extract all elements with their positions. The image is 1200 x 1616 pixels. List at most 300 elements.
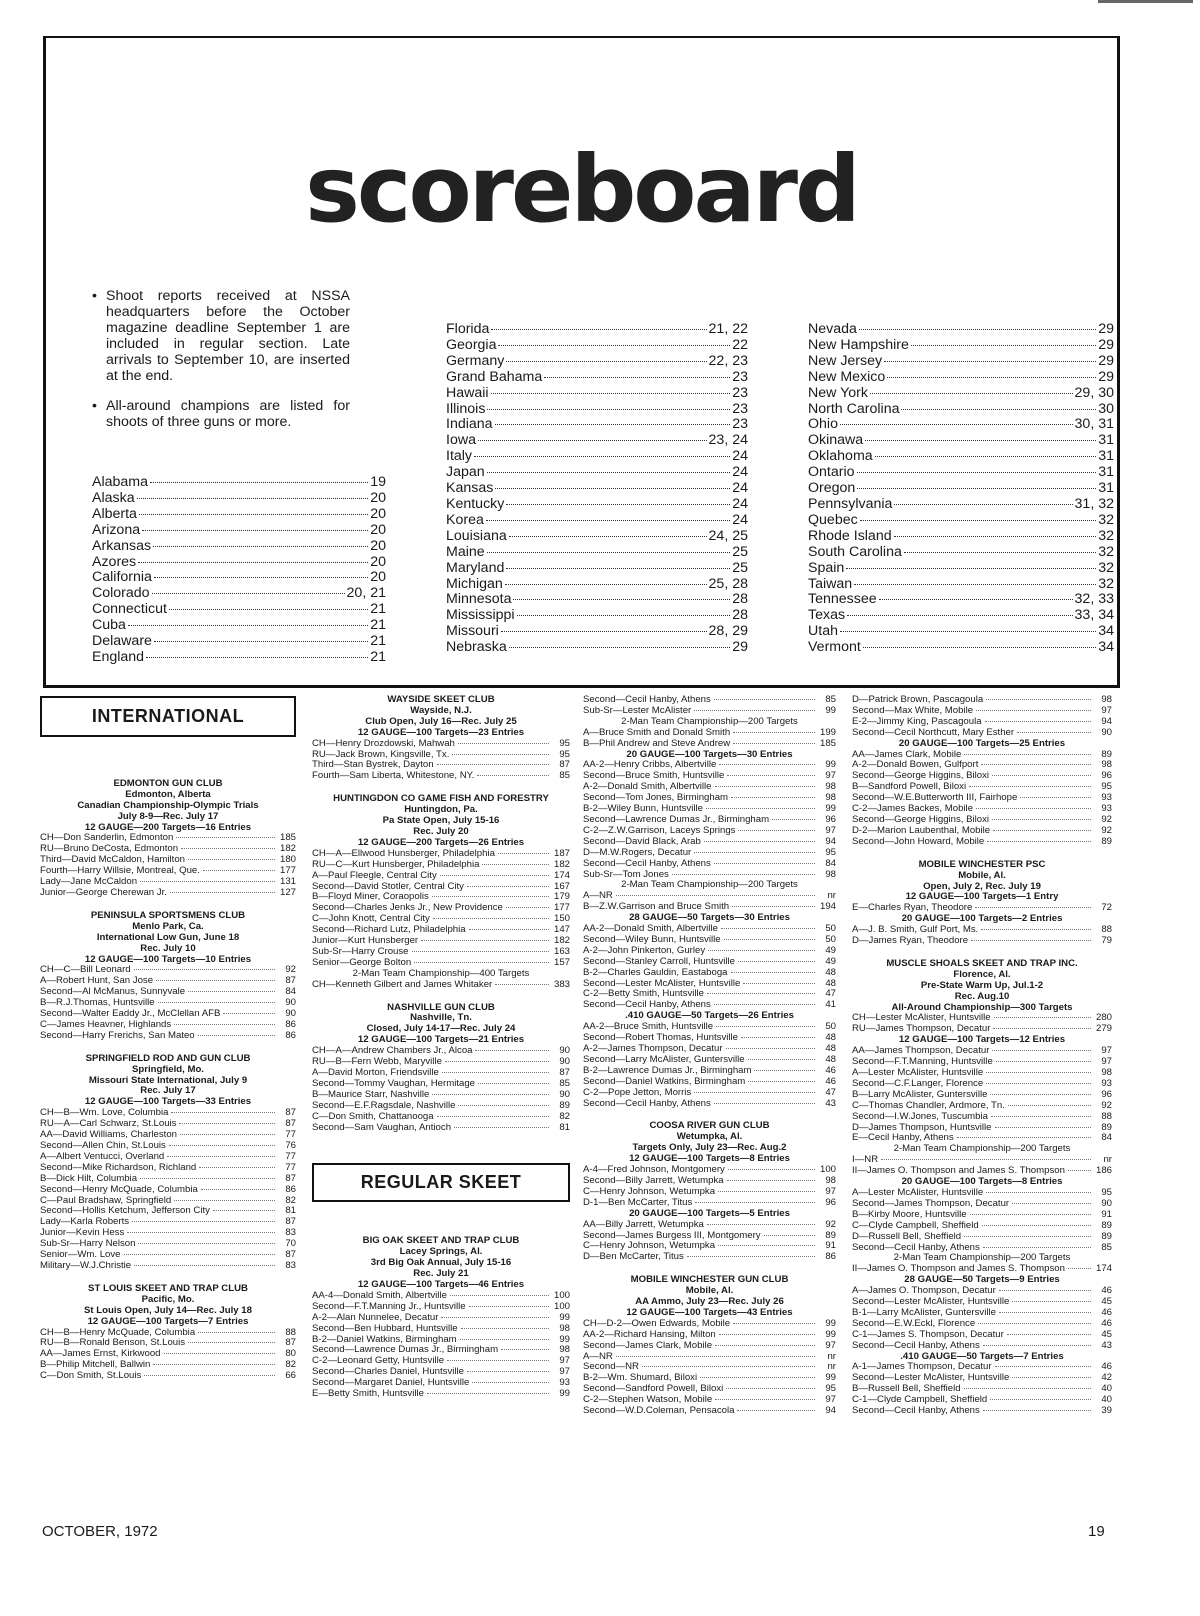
score: 97 (825, 1186, 836, 1197)
club-header-line: Menlo Park, Ca. (132, 920, 204, 932)
score: 100 (553, 1301, 570, 1312)
result-row (312, 1068, 570, 1079)
result-row (583, 946, 836, 957)
club-header-line: 12 GAUGE—100 Targets—10 Entries (84, 953, 252, 965)
index-state-name: Ontario (808, 464, 855, 481)
score: 99 (825, 804, 836, 815)
score: 88 (1101, 925, 1112, 936)
index-state-name: California (92, 569, 152, 586)
index-state-name: Oregon (808, 480, 856, 497)
club-header-line: 12 GAUGE—100 Targets—7 Entries (87, 1315, 249, 1327)
result-row (583, 1231, 836, 1242)
score: 97 (559, 1367, 570, 1378)
index-state-name: North Carolina (808, 400, 900, 417)
shooter-name: II—James O. Thompson and James S. Thompson (852, 1166, 1065, 1177)
result-row (583, 924, 836, 935)
score: 79 (1101, 936, 1112, 947)
index-entry (808, 529, 1114, 545)
score: 41 (825, 1000, 836, 1011)
index-page: 21 (370, 633, 386, 650)
result-row (852, 1308, 1112, 1319)
index-state-name: Delaware (92, 633, 152, 650)
dot-leader (976, 808, 1091, 809)
result-row (583, 1319, 836, 1330)
index-page: 21 (370, 648, 386, 665)
dot-leader (153, 546, 368, 547)
score: 81 (285, 1206, 296, 1217)
dot-leader (901, 409, 1096, 410)
result-row (312, 1367, 570, 1378)
result-row (583, 1055, 836, 1066)
club-header-line: 12 GAUGE—100 Targets—46 Entries (357, 1278, 525, 1290)
score: 99 (559, 1334, 570, 1345)
score: 97 (1101, 1057, 1112, 1068)
dot-leader (715, 1399, 815, 1400)
index-state-name: Tennessee (808, 591, 877, 608)
score: nr (827, 1362, 836, 1373)
index-page: 23 (732, 416, 748, 433)
score: 97 (1101, 1046, 1112, 1057)
score: 150 (553, 914, 570, 925)
index-state-name: Nebraska (446, 639, 507, 656)
index-page: 30 (1098, 400, 1114, 417)
club-header-line: Rec. July 20 (413, 825, 469, 837)
score: 46 (825, 1076, 836, 1087)
dot-leader (475, 1050, 549, 1051)
shooter-name: RU—C—Kurt Hunsberger, Philadelphia (312, 859, 480, 870)
index-entry (808, 513, 1114, 529)
index-state-name: Indiana (446, 416, 493, 433)
shooter-name: Junior—Kurt Hunsberger (312, 936, 419, 947)
result-row (583, 935, 836, 946)
club-header-line: ST LOUIS SKEET AND TRAP CLUB (88, 1282, 248, 1294)
page-title: scoreboard (305, 136, 858, 243)
shooter-name: B—Dick Hilt, Columbia (40, 1173, 138, 1184)
index-state-name: Spain (808, 559, 845, 576)
dot-leader (432, 1094, 549, 1095)
score: 96 (1101, 1089, 1112, 1100)
shooter-name: E—Cecil Hanby, Athens (852, 1133, 954, 1144)
index-entry (92, 650, 386, 666)
result-row (583, 968, 836, 979)
score: 131 (279, 877, 296, 888)
result-row (312, 1046, 570, 1057)
dot-leader (458, 1105, 549, 1106)
shooter-name: Second—Richard Lutz, Philadelphia (312, 925, 466, 936)
shooter-name: B—Z.W.Garrison and Bruce Smith (583, 902, 730, 913)
club-result (40, 779, 296, 899)
score: 199 (819, 727, 836, 738)
index-page: 29 (1098, 368, 1114, 385)
index-state-name: Florida (446, 321, 490, 337)
dot-leader (704, 841, 815, 842)
index-page: 22 (732, 336, 748, 353)
result-row (40, 1349, 296, 1360)
result-row (852, 1286, 1112, 1297)
score: 86 (285, 1030, 296, 1041)
index-state-name: Alaska (92, 489, 135, 506)
result-row (583, 859, 836, 870)
result-row (583, 1099, 836, 1110)
club-header-line: PENINSULA SPORTSMENS CLUB (90, 909, 246, 921)
shooter-name: Lady—Karla Roberts (40, 1217, 130, 1228)
shooter-name: Sub-Sr—Tom Jones (583, 869, 669, 880)
event-subheader: 2-Man Team Championship—200 Targets (893, 1252, 1071, 1264)
index-page: 31 (1098, 432, 1114, 449)
dot-leader (498, 853, 549, 854)
result-row (40, 1141, 296, 1152)
result-row (852, 1188, 1112, 1199)
dot-leader (642, 1366, 815, 1367)
result-row (583, 826, 836, 837)
shooter-name: Second—Tom Jones, Birmingham (583, 793, 729, 804)
dot-leader (169, 1145, 275, 1146)
dot-leader (732, 906, 815, 907)
score: 87 (285, 1108, 296, 1119)
dot-leader (707, 993, 815, 994)
index-entry (92, 602, 386, 618)
index-entry (808, 608, 1114, 624)
dot-leader (179, 1123, 275, 1124)
score: 91 (1101, 1209, 1112, 1220)
index-page: 29, 30 (1074, 384, 1114, 401)
score: nr (827, 1351, 836, 1362)
result-row (40, 1009, 296, 1020)
dot-leader (433, 918, 549, 919)
score: 93 (1101, 804, 1112, 815)
dot-leader (1017, 732, 1091, 733)
shooter-name: Fourth—Sam Liberta, Whitestone, NY. (312, 771, 475, 782)
index-page: 25 (732, 543, 748, 560)
index-state-name: Grand Bahama (446, 368, 543, 385)
index-state-name: Georgia (446, 336, 497, 353)
shooter-name: C-2—Stephen Watson, Mobile (583, 1395, 713, 1406)
score: 87 (559, 1068, 570, 1078)
club-header-line: Florence, Al. (953, 968, 1011, 980)
score: 97 (825, 1340, 836, 1351)
result-row (583, 1077, 836, 1088)
score: 95 (825, 847, 836, 858)
score: 185 (819, 738, 836, 749)
dot-leader (982, 1225, 1091, 1226)
index-page: 31 (1098, 448, 1114, 465)
score: 99 (559, 1389, 570, 1400)
result-row (40, 1206, 296, 1217)
dot-leader (992, 819, 1091, 820)
result-row (40, 1196, 296, 1207)
score: 93 (559, 1378, 570, 1389)
results-col-2 (312, 695, 570, 1412)
dot-leader (727, 775, 815, 776)
result-row (312, 771, 570, 782)
state-index-col-3 (808, 322, 1114, 656)
score: 127 (279, 887, 296, 898)
gauge-header: 20 GAUGE—100 Targets—2 Entries (901, 913, 1063, 925)
dot-leader (840, 424, 1073, 425)
top-rule (1098, 0, 1193, 3)
score: 177 (279, 866, 296, 877)
shooter-name: A-1—James Thompson, Decatur (852, 1362, 992, 1373)
dot-leader (981, 929, 1091, 930)
result-row (852, 1155, 1112, 1166)
index-state-name: Arizona (92, 521, 141, 538)
score: 179 (553, 892, 570, 903)
result-row (40, 1108, 296, 1119)
index-entry (92, 507, 386, 523)
score: 90 (1101, 727, 1112, 738)
index-state-name: Italy (446, 448, 473, 465)
shooter-name: A—NR (583, 1351, 613, 1362)
gauge-header: 28 GAUGE—50 Targets—9 Entries (904, 1274, 1060, 1286)
index-state-name: Texas (808, 607, 846, 624)
shooter-name: Second—Cecil Northcutt, Mary Esther (852, 727, 1015, 738)
club-header-line: Targets Only, July 23—Rec. Aug.2 (632, 1142, 787, 1154)
shooter-name: C—Don Smith, Chattanooga (312, 1111, 434, 1122)
index-entry (808, 624, 1114, 640)
shooter-name: Second—Charles Daniel, Huntsville (312, 1367, 464, 1378)
event-subheader: 2-Man Team Championship—200 Targets (621, 715, 798, 727)
score: 99 (825, 760, 836, 771)
result-row (40, 1328, 296, 1339)
score: 157 (553, 957, 570, 968)
shooter-name: CH—D-2—Owen Edwards, Mobile (583, 1318, 731, 1329)
dot-leader (733, 1323, 815, 1324)
score: 90 (559, 1057, 570, 1068)
index-entry (446, 354, 748, 370)
result-row (40, 1228, 296, 1239)
shooter-name: D—James Ryan, Theodore (852, 936, 969, 947)
dot-leader (971, 940, 1091, 941)
score: 89 (825, 1230, 836, 1241)
shooter-name: I—NR (852, 1155, 879, 1166)
dot-leader (995, 1366, 1091, 1367)
dot-leader (491, 393, 731, 394)
club-header-line: 12 GAUGE—100 Targets—43 Entries (626, 1306, 793, 1318)
shooter-name: Second—W.E.Butterworth III, Fairhope (852, 793, 1018, 804)
result-row (583, 1406, 836, 1417)
index-entry (446, 481, 748, 497)
result-row (312, 1335, 570, 1346)
shooter-name: AA—James Thompson, Decatur (852, 1046, 990, 1057)
index-page: 31, 32 (1074, 495, 1114, 512)
dot-leader (714, 699, 815, 700)
dot-leader (509, 536, 707, 537)
score: 84 (825, 858, 836, 869)
index-state-name: Michigan (446, 575, 503, 592)
dot-leader (881, 1159, 1091, 1160)
shooter-name: A—Lester McAlister, Huntsville (852, 1068, 984, 1078)
dot-leader (672, 874, 815, 875)
shooter-name: Second—Hollis Ketchum, Jefferson City (40, 1206, 210, 1217)
shooter-name: RU—B—Fern Webb, Maryville (312, 1057, 442, 1068)
result-row (40, 965, 296, 976)
score: 39 (1101, 1406, 1112, 1417)
shooter-name: B-2—Charles Gauldin, Eastaboga (583, 967, 728, 978)
dot-leader (213, 1210, 275, 1211)
shooter-name: D-2—Marion Laubenthal, Mobile (852, 825, 991, 836)
score: 97 (1101, 705, 1112, 716)
result-row (40, 1152, 296, 1163)
score: 49 (825, 945, 836, 956)
dot-leader (1068, 1268, 1091, 1269)
dot-leader (201, 1189, 275, 1190)
index-entry (92, 618, 386, 634)
score: 82 (559, 1111, 570, 1122)
score: 86 (285, 1019, 296, 1030)
result-row (312, 1291, 570, 1302)
dot-leader (983, 1345, 1091, 1346)
index-page: 29 (1098, 336, 1114, 353)
dot-leader (180, 1134, 275, 1135)
index-page: 32 (1098, 527, 1114, 544)
result-row (583, 979, 836, 990)
dot-leader (724, 939, 815, 940)
dot-leader (772, 819, 815, 820)
shooter-name: B-2—Lawrence Dumas Jr., Birmingham (583, 1065, 752, 1076)
shooter-name: Third—David McCaldon, Hamilton (40, 855, 186, 866)
score: nr (827, 891, 836, 902)
score: 46 (1101, 1307, 1112, 1318)
index-entry (446, 465, 748, 481)
shooter-name: Second—F.T.Manning Jr., Huntsville (312, 1301, 466, 1312)
index-entry (446, 417, 748, 433)
result-row (312, 1313, 570, 1324)
score: 82 (285, 1360, 296, 1371)
dot-leader (509, 647, 730, 648)
score: 89 (559, 1100, 570, 1111)
result-row (312, 871, 570, 882)
result-row (583, 1220, 836, 1231)
index-page: 23 (732, 368, 748, 385)
dot-leader (140, 1178, 275, 1179)
result-row (583, 1252, 836, 1263)
index-entry (808, 561, 1114, 577)
shooter-name: Second—Larry McAlister, Guntersville (583, 1054, 745, 1065)
dot-leader (144, 1375, 275, 1376)
index-entry (446, 402, 748, 418)
index-state-name: Rhode Island (808, 527, 892, 544)
dot-leader (731, 972, 815, 973)
dot-leader (860, 520, 1097, 521)
index-state-name: Arkansas (92, 537, 152, 554)
dot-leader (884, 361, 1096, 362)
score: 98 (1101, 760, 1112, 771)
dot-leader (176, 837, 275, 838)
shooter-name: RU—James Thompson, Decatur (852, 1024, 991, 1035)
shooter-name: D—M.W.Rogers, Decatur (583, 847, 692, 858)
index-state-name: Ohio (808, 416, 838, 433)
dot-leader (964, 1236, 1091, 1237)
shooter-name: A-2—Alan Nunnelee, Decatur (312, 1312, 439, 1323)
result-row (583, 1176, 836, 1187)
state-index-col-2 (446, 322, 748, 656)
club-header-line: NASHVILLE GUN CLUB (387, 1001, 495, 1013)
score: 194 (819, 902, 836, 913)
score: 66 (285, 1371, 296, 1382)
club-result (312, 1003, 570, 1134)
dot-leader (994, 1017, 1091, 1018)
dot-leader (150, 482, 368, 483)
dot-leader (983, 1410, 1091, 1411)
dot-leader (857, 488, 1096, 489)
index-page: 24 (732, 480, 748, 497)
result-row (583, 1187, 836, 1198)
shooter-name: AA—David Williams, Charleston (40, 1130, 178, 1141)
club-header-line: MUSCLE SHOALS SKEET AND TRAP INC. (886, 957, 1078, 969)
index-entry (92, 475, 386, 491)
club-header-line: Huntingdon, Pa. (404, 804, 478, 816)
shooter-name: Second—Cecil Hanby, Athens (583, 695, 711, 705)
index-page: 28 (732, 591, 748, 608)
dot-leader (432, 896, 549, 897)
result-row (583, 793, 836, 804)
dot-leader (154, 641, 368, 642)
index-state-name: Okinawa (808, 432, 864, 449)
index-entry (92, 555, 386, 571)
index-page: 28, 29 (708, 623, 748, 640)
score: 87 (285, 1173, 296, 1184)
score: 92 (1101, 825, 1112, 836)
club-header-line: 12 GAUGE—200 Targets—16 Entries (84, 821, 252, 833)
shooter-name: Second—NR (583, 1362, 639, 1373)
dot-leader (616, 895, 815, 896)
index-page: 29 (1098, 352, 1114, 369)
shooter-name: Second—George Higgins, Biloxi (852, 771, 990, 782)
dot-leader (134, 1265, 275, 1266)
score: 89 (1101, 1231, 1112, 1242)
score: 84 (285, 987, 296, 998)
shooter-name: E—Charles Ryan, Theodore (852, 903, 973, 914)
dot-leader (728, 1169, 815, 1170)
club-header-line: 12 GAUGE—100 Targets—33 Entries (84, 1096, 252, 1108)
dot-leader (706, 808, 815, 809)
dot-leader (714, 863, 815, 864)
dot-leader (904, 552, 1096, 553)
index-entry (808, 417, 1114, 433)
club-header-line: All-Around Championship—300 Targets (891, 1001, 1073, 1013)
shooter-name: A—James O. Thompson, Decatur (852, 1286, 996, 1297)
result-row (40, 877, 296, 888)
score: 96 (1101, 771, 1112, 782)
shooter-name: Second—Max White, Mobile (852, 705, 974, 716)
shooter-name: AA-2—Donald Smith, Albertville (583, 924, 718, 935)
result-row (852, 1362, 1112, 1373)
result-row (40, 844, 296, 855)
index-state-name: Mississippi (446, 607, 515, 624)
score: 83 (285, 1228, 296, 1239)
shooter-name: C—Don Smith, St.Louis (40, 1371, 142, 1382)
result-row (852, 706, 1112, 717)
index-entry (446, 449, 748, 465)
result-row (583, 1033, 836, 1044)
result-row (852, 1232, 1112, 1243)
shooter-name: B-2—Daniel Watkins, Birmingham (312, 1334, 457, 1345)
dot-leader (142, 530, 368, 531)
index-page: 20 (370, 505, 386, 522)
dot-leader (718, 1191, 815, 1192)
result-row (583, 771, 836, 782)
shooter-name: Second—Lester McAlister, Huntsville (583, 978, 741, 989)
score: 167 (553, 881, 570, 892)
score: 95 (559, 749, 570, 760)
score: 89 (1101, 749, 1112, 760)
club-header-line: Rec. Aug.10 (954, 990, 1010, 1002)
index-state-name: South Carolina (808, 543, 902, 560)
result-row (583, 891, 836, 902)
index-state-name: Oklahoma (808, 448, 873, 465)
note-deadline: • Shoot reports received at NSSA headquarters before the October magazine deadline September 1 are included in regular section. Late arrivals to September 10, are inserted at the end. (92, 288, 350, 384)
dot-leader (421, 940, 549, 941)
